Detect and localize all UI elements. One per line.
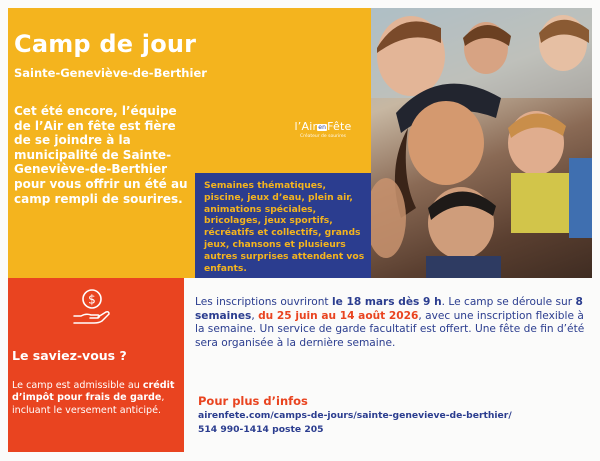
hand-coin-icon <box>72 286 112 326</box>
inscr-part-3: , <box>251 309 259 322</box>
tax-credit-text-part-2: , incluant le versement anticipé. <box>12 392 165 416</box>
activities-box <box>195 173 371 278</box>
air-en-fete-logo <box>283 120 363 139</box>
tax-credit-text <box>12 380 178 417</box>
logo-prefix: l’Air <box>294 120 318 133</box>
kids-photo <box>371 8 592 278</box>
inscr-part-2: . Le camp se déroule sur <box>441 296 576 308</box>
svg-text:$: $ <box>88 292 96 307</box>
tax-credit-bold: crédit d’impôt pour frais de garde <box>12 380 175 404</box>
logo-suffix: Fête <box>327 120 352 133</box>
did-you-know-heading: Le saviez-vous ? <box>12 348 127 363</box>
inscr-open-date: le 18 mars dès 9 h <box>331 296 442 308</box>
page-subtitle: Sainte-Geneviève-de-Berthier <box>14 66 207 80</box>
logo-tagline: Créateur de sourires <box>299 134 347 139</box>
inscr-part-1: Les inscriptions ouvriront <box>195 296 332 308</box>
inscr-period: du 25 juin au 14 août 2026 <box>258 309 419 322</box>
tax-credit-text-part-1: Le camp est admissible au <box>12 380 143 391</box>
inscriptions-text <box>195 296 590 350</box>
kids-photo-illustration <box>371 8 592 278</box>
intro-text: Cet été encore, l’équipe de l’Air en fête est fière de se joindre à la municipalité de Sainte-Geneviève-de-Berthier pour vous offrir un été au camp rempli de sourires. <box>14 104 188 206</box>
logo-en: en <box>318 124 327 131</box>
page-title: Camp de jour <box>14 30 197 58</box>
more-info-heading: Pour plus d’infos <box>198 394 308 408</box>
phone-number[interactable]: 514 990-1414 poste 205 <box>198 424 324 435</box>
activities-text: Semaines thématiques, piscine, jeux d’eau, plein air, animations spéciales, bricolages, jeux sportifs, récréatifs et collectifs, grands jeux, chansons et plusieurs autres surprises attendent vos enfants. <box>204 180 365 274</box>
website-link[interactable]: airenfete.com/camps-de-jours/sainte-genevieve-de-berthier/ <box>198 410 512 421</box>
inscr-part-4: , avec une inscription flexible à la semaine. Un service de garde facultatif est offert. Une fête de fin d’été sera organisée à la dernière semaine. <box>195 309 585 349</box>
inscr-weeks: 8 semaines <box>195 296 583 322</box>
